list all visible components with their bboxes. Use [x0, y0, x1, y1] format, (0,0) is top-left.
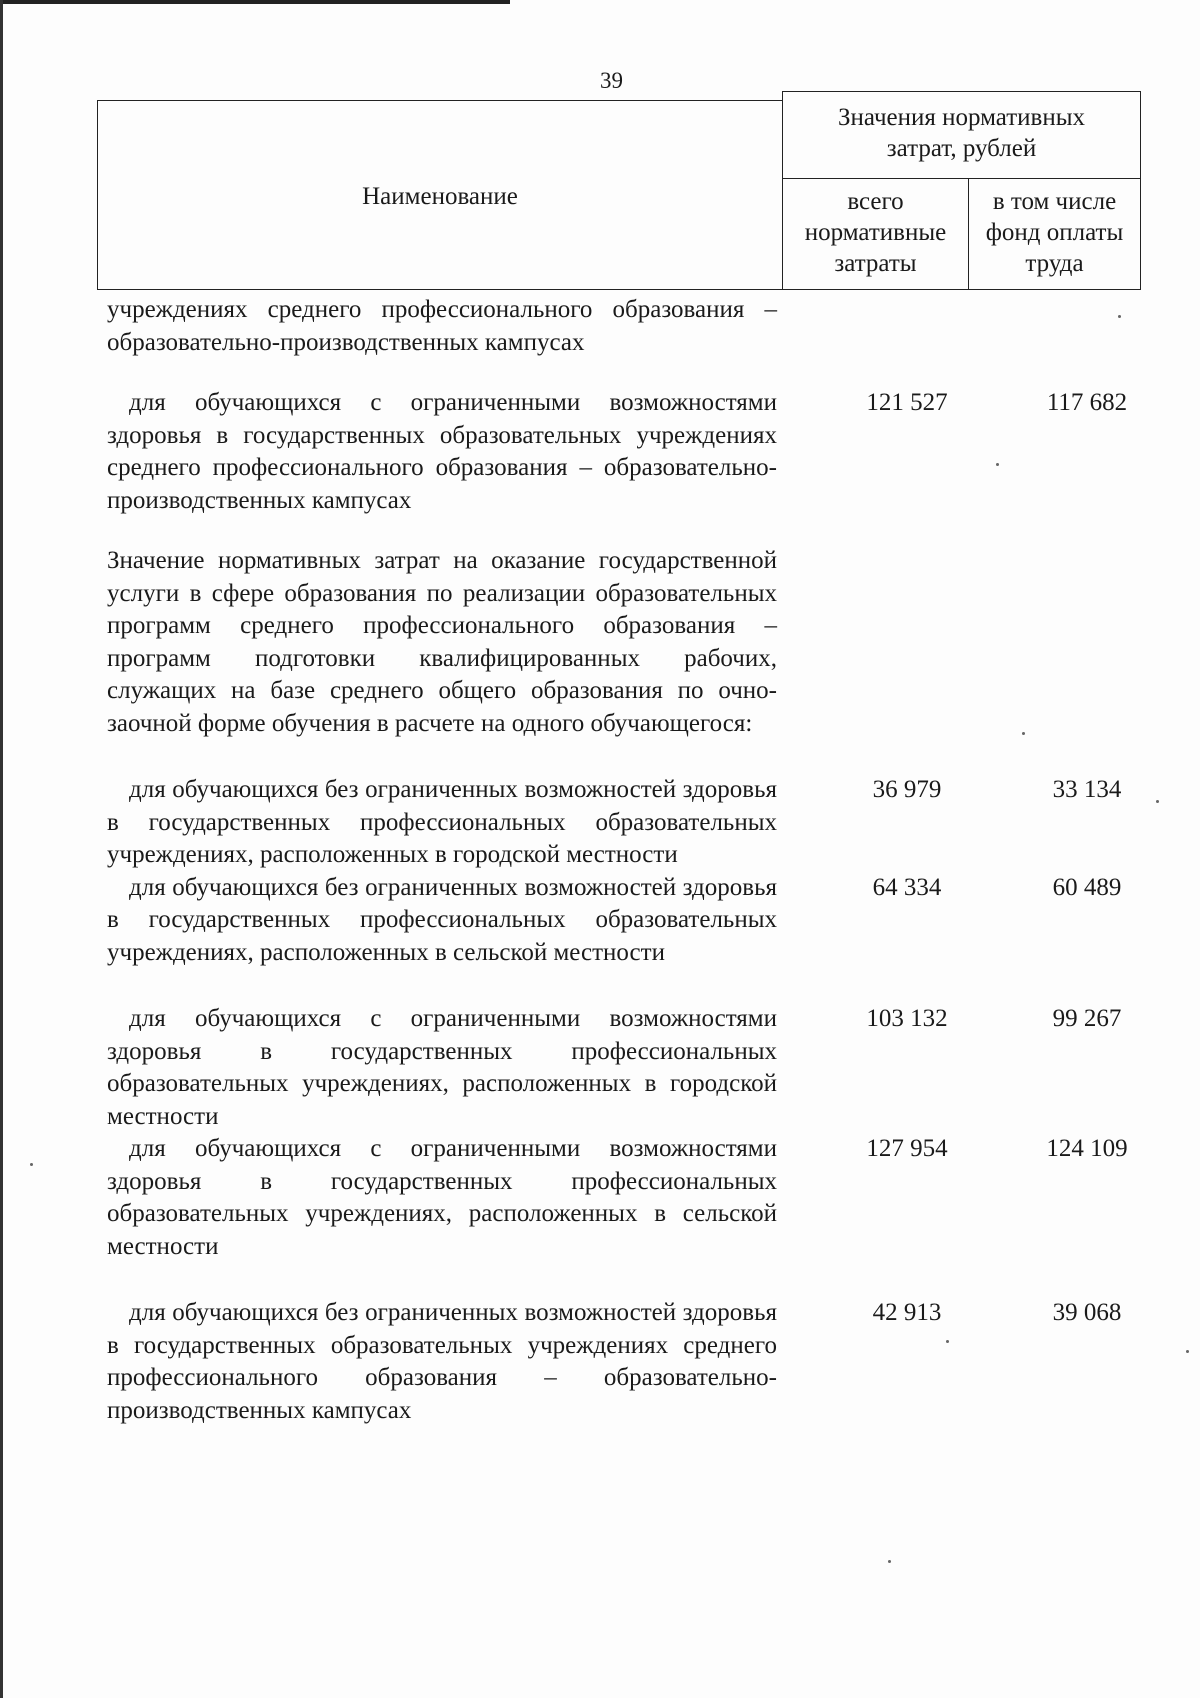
row-total: 127 954: [866, 1135, 948, 1162]
scan-speck: [946, 1340, 949, 1343]
table-row: [107, 872, 1147, 970]
row-wage: 99 267: [1052, 1005, 1122, 1032]
scan-edge-top: [0, 0, 510, 4]
table-body: [107, 294, 1147, 1427]
row-total: 64 334: [872, 873, 942, 901]
header-name-label: Наименование: [362, 183, 518, 210]
header-wage-label: в том числе фонд оплаты труда: [985, 188, 1124, 277]
row-wage: 117 682: [1046, 389, 1128, 416]
row-description: для обучающихся без ограниченных возможностей здоровья в государственных профессиональных образовательных учреждениях, расположенных в сельской местности: [107, 873, 777, 966]
scan-speck: [1156, 800, 1159, 803]
scan-speck: [888, 1560, 891, 1563]
table-row: [107, 774, 1147, 872]
row-description: для обучающихся без ограниченных возможностей здоровья в государственных образовательных учреждениях среднего профессионального образования – образовательно-производственных кампусах: [107, 1299, 777, 1424]
header-values-label: Значения нормативных затрат, рублей: [837, 104, 1086, 162]
row-total: 121 527: [866, 389, 948, 416]
table-row: [107, 545, 1147, 740]
header-values-cell: [782, 91, 1141, 179]
row-wage: 60 489: [1052, 873, 1122, 901]
row-description: для обучающихся без ограниченных возможностей здоровья в государственных профессиональных образовательных учреждениях, расположенных в городской местности: [107, 776, 777, 868]
row-total: 42 913: [872, 1299, 942, 1326]
scan-speck: [1186, 1350, 1189, 1353]
scan-speck: [1022, 732, 1025, 735]
scan-speck: [996, 463, 999, 466]
table-row: [107, 387, 1147, 517]
table-row: [107, 1133, 1147, 1263]
table-row: [107, 294, 1147, 359]
scan-speck: [30, 1163, 33, 1166]
row-wage: 124 109: [1046, 1135, 1128, 1162]
row-wage: 33 134: [1052, 776, 1122, 803]
header-wage-cell: [968, 178, 1141, 290]
row-description: для обучающихся с ограниченными возможностями здоровья в государственных профессиональных образовательных учреждениях, расположенных в сельской местности: [107, 1135, 777, 1260]
row-description: для обучающихся с ограниченными возможностями здоровья в государственных образовательных учреждениях среднего профессионального образования – образовательно-производственных кампусах: [107, 389, 777, 514]
row-wage: 39 068: [1052, 1299, 1122, 1326]
row-description: для обучающихся с ограниченными возможностями здоровья в государственных профессиональных образовательных учреждениях, расположенных в городской местности: [107, 1005, 777, 1130]
row-total: 103 132: [866, 1005, 948, 1032]
scan-speck: [1118, 315, 1121, 318]
header-total-label: всего нормативные затраты: [804, 188, 947, 277]
row-description: учреждениях среднего профессионального образования – образовательно-производственных кампусах: [107, 296, 777, 356]
table-row: [107, 1003, 1147, 1133]
row-description: Значение нормативных затрат на оказание государственной услуги в сфере образования по реализации образовательных программ среднего профессионального образования – программ подготовки квалифицированных рабочих, служащих на базе среднего общего образования по очно-заочной форме обучения в расчете на одного обучающегося:: [107, 547, 777, 737]
row-total: 36 979: [872, 776, 942, 803]
header-total-cell: [782, 178, 969, 290]
page-number: 39: [600, 68, 623, 93]
table-row: [107, 1297, 1147, 1427]
scan-edge-left: [0, 0, 3, 1698]
header-name-cell: [97, 100, 783, 290]
